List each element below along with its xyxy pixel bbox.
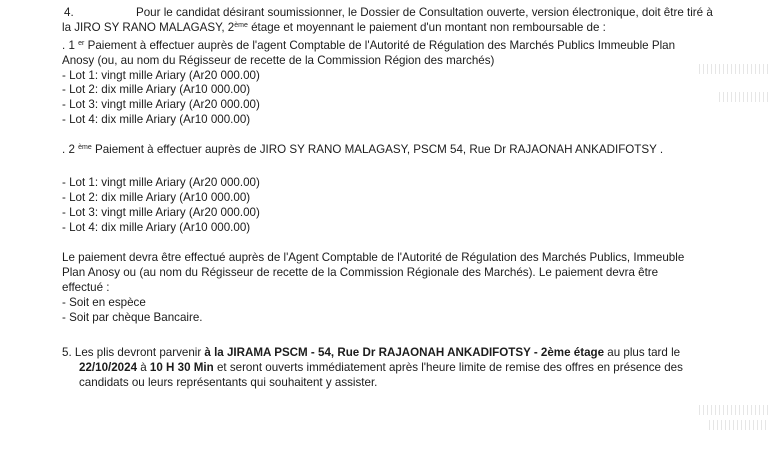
payment-mode-item: - Soit en espèce [62, 296, 146, 309]
section-5-line-3: candidats ou leurs représentants qui souhaitent y assister. [79, 376, 378, 389]
s5-l2-mid: à [137, 361, 150, 374]
lot-list-2-item: - Lot 3: vingt mille Ariary (Ar20 000.00) [62, 206, 260, 219]
payment-2-text: Paiement à effectuer auprès de JIRO SY RANO MALAGASY, PSCM 54, Rue Dr RAJAONAH ANKADIFOTSY . [91, 143, 664, 156]
lot-list-2-item: - Lot 4: dix mille Ariary (Ar10 000.00) [62, 221, 251, 234]
lot-list-1-item: - Lot 1: vingt mille Ariary (Ar20 000.00) [62, 69, 260, 82]
section-5-line-1 [62, 346, 680, 360]
payment-2-heading [62, 143, 663, 157]
section-4-number: 4. [64, 6, 74, 19]
s5-time: 10 H 30 Min [149, 361, 214, 374]
payment-paragraph-line-1: Le paiement devra être effectué auprès de l'Agent Comptable de l'Autorité de Régulation des Marchés Publics, Immeuble [62, 251, 685, 264]
scan-artifact [709, 420, 769, 430]
scan-artifact [699, 64, 769, 74]
section-4-line-2 [62, 21, 606, 35]
payment-1-sup: er [78, 40, 85, 47]
payment-1-pre: . 1 [62, 39, 79, 52]
lot-list-1-item: - Lot 3: vingt mille Ariary (Ar20 000.00) [62, 98, 260, 111]
s5-l1-post: au plus tard le [604, 346, 681, 359]
s5-date: 22/10/2024 [79, 361, 138, 374]
payment-paragraph-line-3: effectué : [62, 281, 110, 294]
payment-2-pre: . 2 [62, 143, 79, 156]
section-4-line-1: Pour le candidat désirant soumissionner, le Dossier de Consultation ouverte, version électronique, doit être tiré à [136, 6, 713, 19]
lot-list-1-item: - Lot 4: dix mille Ariary (Ar10 000.00) [62, 113, 251, 126]
payment-mode-item: - Soit par chèque Bancaire. [62, 311, 203, 324]
line-2-post: étage et moyennant le paiement d'un montant non remboursable de : [247, 21, 606, 34]
payment-paragraph-line-2: Plan Anosy ou (au nom du Régisseur de recette de la Commission Régionale des Marchés). Le paiement devra être [62, 266, 659, 279]
payment-2-sup: ème [78, 144, 92, 151]
scan-artifact [719, 92, 769, 102]
s5-l2-post: et seront ouverts immédiatement après l'heure limite de remise des offres en présence des [213, 361, 683, 374]
line-2-sup: ème [234, 22, 248, 29]
section-5-line-2 [79, 361, 683, 375]
payment-1-text-2: Anosy (ou, au nom du Régisseur de recette de la Commission Région des marchés) [62, 54, 495, 67]
line-2-pre: la JIRO SY RANO MALAGASY, 2 [62, 21, 235, 34]
scan-artifact [699, 405, 769, 415]
s5-l1-bold: à la JIRAMA PSCM - 54, Rue Dr RAJAONAH ANKADIFOTSY - 2ème étage [204, 346, 605, 359]
lot-list-1-item: - Lot 2: dix mille Ariary (Ar10 000.00) [62, 83, 251, 96]
lot-list-2-item: - Lot 2: dix mille Ariary (Ar10 000.00) [62, 191, 251, 204]
payment-1-heading [62, 39, 675, 53]
payment-1-text: Paiement à effectuer auprès de l'agent Comptable de l'Autorité de Régulation des Marchés Publics Immeuble Plan [84, 39, 676, 52]
s5-l1-pre: 5. Les plis devront parvenir [62, 346, 205, 359]
lot-list-2-item: - Lot 1: vingt mille Ariary (Ar20 000.00) [62, 176, 260, 189]
